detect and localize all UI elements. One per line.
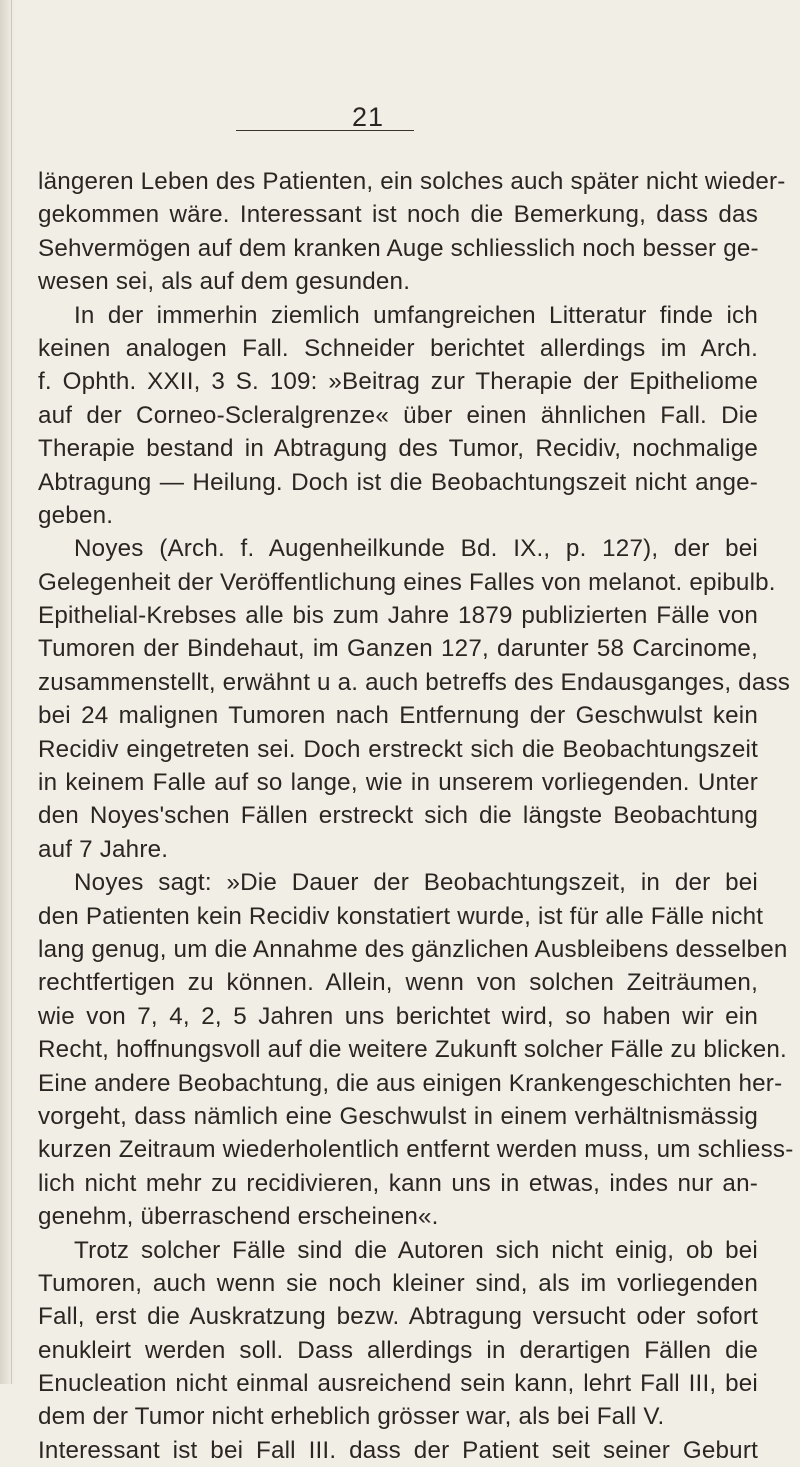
text-line: gekommen wäre. Interessant ist noch die Bemerkung, dass das (38, 201, 758, 229)
text-line: lang genug, um die Annahme des gänzlichen Ausbleibens desselben (38, 935, 788, 963)
text-line: Gelegenheit der Veröffentlichung eines Falles von melanot. epibulb. (38, 568, 776, 596)
text-line: auf der Corneo-Scleralgrenze« über einen ähnlichen Fall. Die (38, 401, 758, 429)
text-line: Therapie bestand in Abtragung des Tumor, Recidiv, nochmalige (38, 435, 758, 463)
text-line: lich nicht mehr zu recidivieren, kann uns in etwas, indes nur an- (38, 1169, 758, 1197)
text-line: rechtfertigen zu können. Allein, wenn von solchen Zeiträumen, (38, 969, 758, 997)
text-line: vorgeht, dass nämlich eine Geschwulst in einem verhältnismässig (38, 1102, 758, 1130)
text-line: wesen sei, als auf dem gesunden. (38, 268, 411, 296)
text-line: auf 7 Jahre. (38, 835, 169, 863)
text-line: Recidiv eingetreten sei. Doch erstreckt sich die Beobachtungszeit (38, 735, 758, 763)
text-line: dem der Tumor nicht erheblich grösser war, als bei Fall V. (38, 1403, 665, 1431)
text-line: Tumoren, auch wenn sie noch kleiner sind, als im vorliegenden (38, 1269, 758, 1297)
text-line: Enucleation nicht einmal ausreichend sein kann, lehrt Fall III, bei (38, 1370, 758, 1398)
text-line: den Patienten kein Recidiv konstatiert wurde, ist für alle Fälle nicht (38, 902, 764, 930)
text-line: Abtragung — Heilung. Doch ist die Beobachtungszeit nicht ange- (38, 468, 758, 496)
text-line: Epithelial-Krebses alle bis zum Jahre 1879 publizierten Fälle von (38, 602, 758, 630)
header-rule (236, 130, 414, 131)
book-binding-edge (0, 0, 16, 1384)
text-line: Trotz solcher Fälle sind die Autoren sich nicht einig, ob bei (74, 1236, 758, 1264)
text-line: in keinem Falle auf so lange, wie in unserem vorliegenden. Unter (38, 769, 758, 797)
text-line: Recht, hoffnungsvoll auf die weitere Zukunft solcher Fälle zu blicken. (38, 1036, 787, 1064)
text-line: keinen analogen Fall. Schneider berichtet allerdings im Arch. (38, 334, 758, 362)
text-line: Fall, erst die Auskratzung bezw. Abtragung versucht oder sofort (38, 1303, 758, 1331)
text-line: genehm, überraschend erscheinen«. (38, 1203, 439, 1231)
text-line: f. Ophth. XXII, 3 S. 109: »Beitrag zur Therapie der Epitheliome (38, 368, 758, 396)
body-text (38, 165, 794, 1467)
text-line: Noyes sagt: »Die Dauer der Beobachtungszeit, in der bei (74, 869, 758, 897)
binding-shadow-line (11, 0, 12, 1384)
text-line: kurzen Zeitraum wiederholentlich entfernt werden muss, um schliess- (38, 1136, 794, 1164)
text-line: bei 24 malignen Tumoren nach Entfernung der Geschwulst kein (38, 702, 758, 730)
text-line: enukleirt werden soll. Dass allerdings in derartigen Fällen die (38, 1336, 758, 1364)
text-line: Sehvermögen auf dem kranken Auge schliesslich noch besser ge- (38, 234, 759, 262)
text-line: Eine andere Beobachtung, die aus einigen Krankengeschichten her- (38, 1069, 783, 1097)
text-line: längeren Leben des Patienten, ein solches auch später nicht wieder- (38, 168, 786, 195)
text-line: In der immerhin ziemlich umfangreichen Litteratur finde ich (74, 301, 758, 329)
text-line: Noyes (Arch. f. Augenheilkunde Bd. IX., p. 127), der bei (74, 535, 758, 563)
text-line: Tumoren der Bindehaut, im Ganzen 127, darunter 58 Carcinome, (38, 635, 758, 663)
page-number: 21 (351, 102, 385, 132)
text-line: wie von 7, 4, 2, 5 Jahren uns berichtet wird, so haben wir ein (38, 1002, 758, 1030)
text-line: den Noyes'schen Fällen erstreckt sich die längste Beobachtung (38, 802, 758, 830)
text-line: Interessant ist bei Fall III. dass der Patient seit seiner Geburt (38, 1436, 758, 1464)
text-line: zusammenstellt, erwähnt u a. auch betreffs des Endausganges, dass (38, 668, 791, 696)
text-line: geben. (38, 501, 114, 529)
